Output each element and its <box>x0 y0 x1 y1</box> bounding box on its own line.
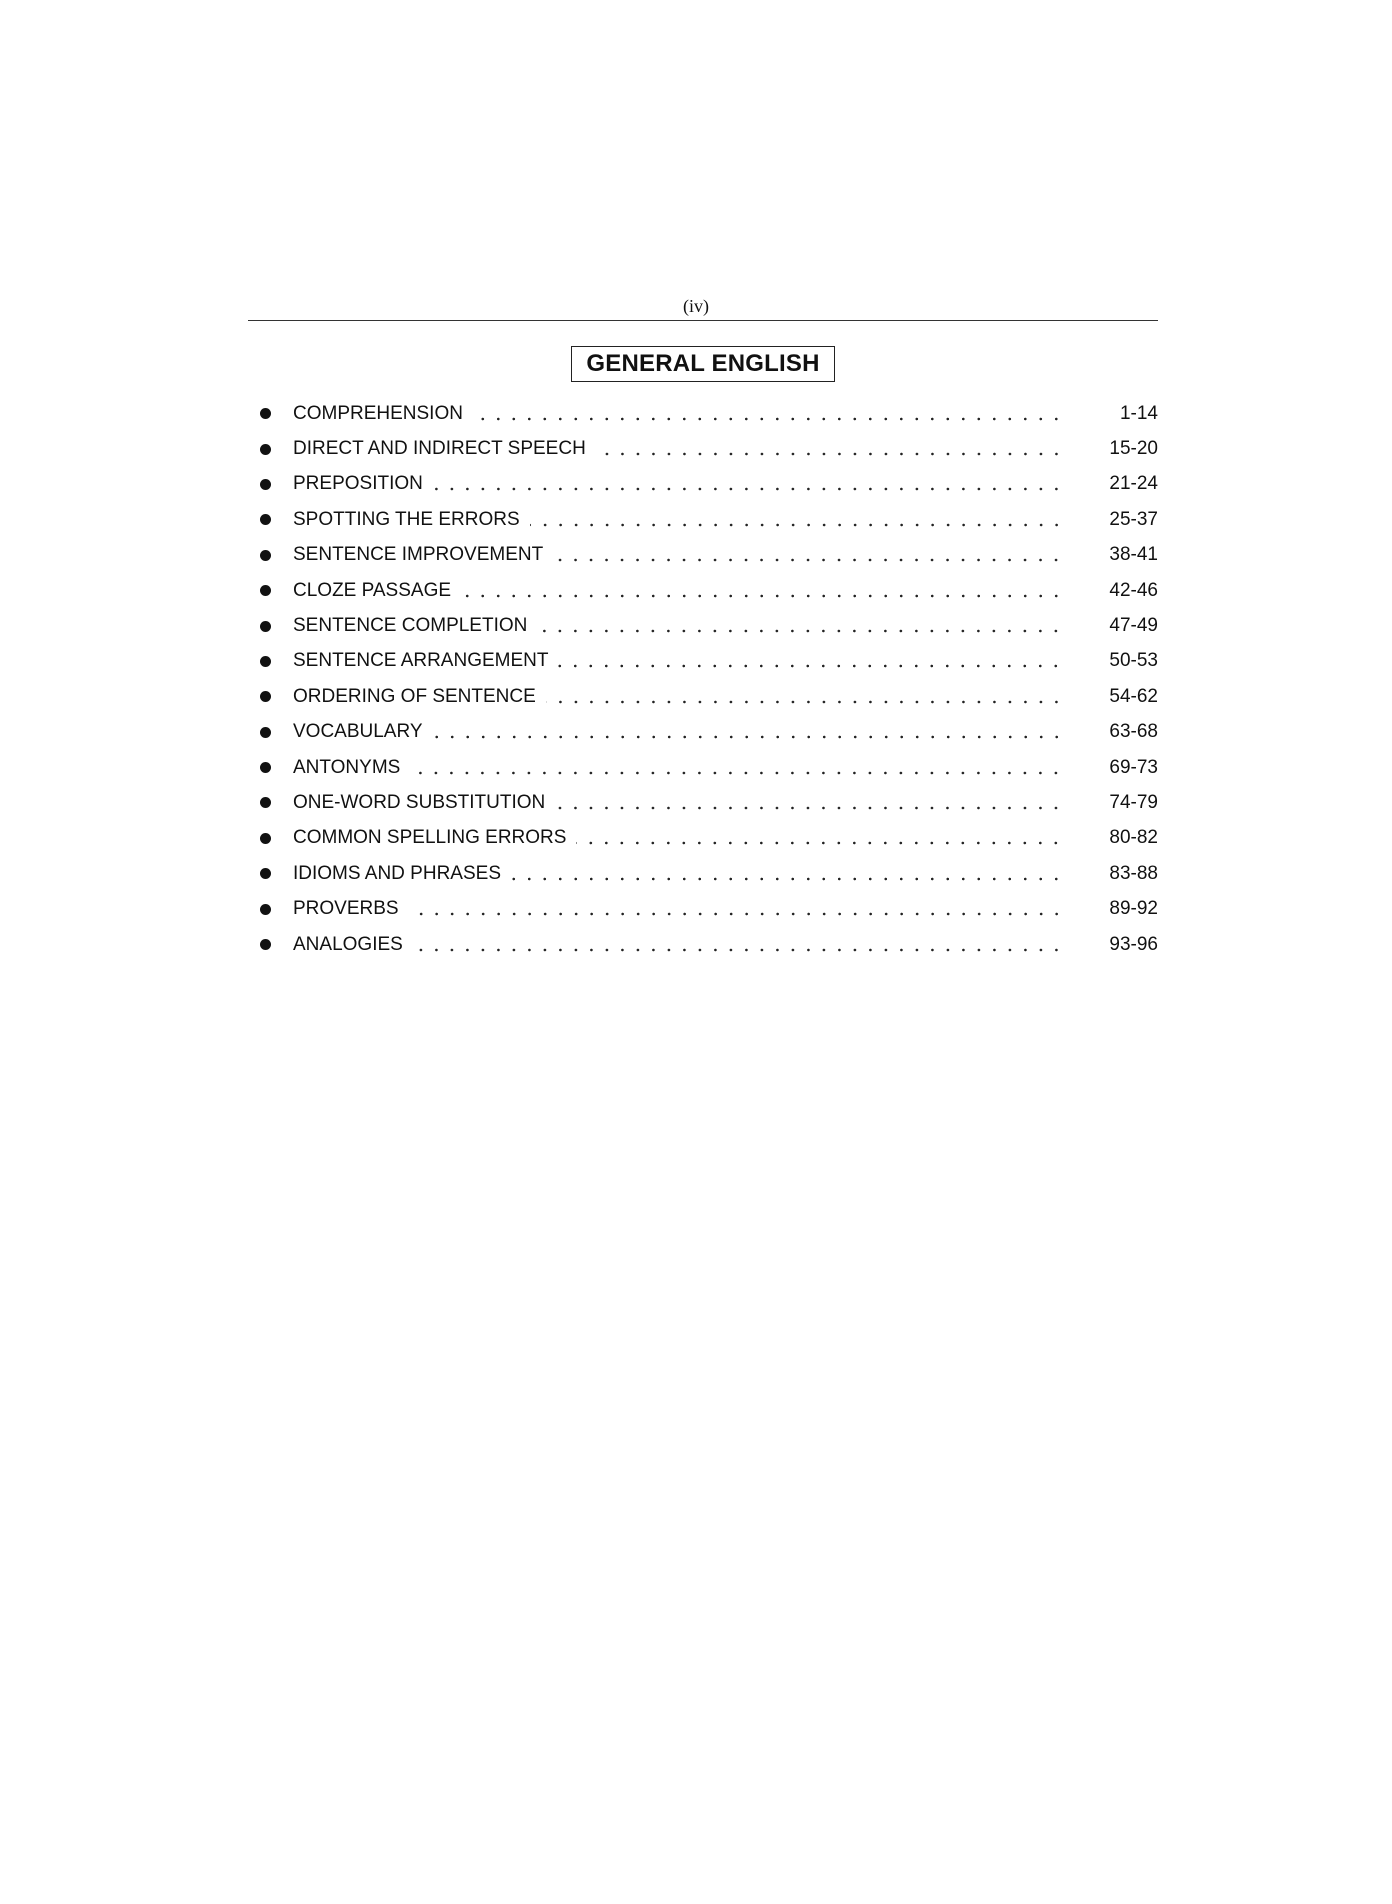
dot-leader <box>555 806 1064 810</box>
toc-entry-pages: 38-41 <box>1109 544 1158 566</box>
dot-leader <box>433 487 1064 491</box>
toc-entry-title: ONE-WORD SUBSTITUTION <box>293 791 546 813</box>
toc-entry[interactable] <box>260 431 1158 466</box>
bullet-icon <box>260 904 271 915</box>
toc-entry-title: ANALOGIES <box>293 933 403 955</box>
page-number: (iv) <box>683 296 709 316</box>
dot-leader <box>546 700 1064 704</box>
toc-entry-pages: 69-73 <box>1109 756 1158 778</box>
toc-entry[interactable] <box>260 891 1158 926</box>
section-title: GENERAL ENGLISH <box>586 350 820 377</box>
bullet-icon <box>260 656 271 667</box>
toc-entry-pages: 21-24 <box>1109 473 1158 495</box>
toc-entry[interactable] <box>260 644 1158 679</box>
dot-leader <box>537 629 1064 633</box>
toc-entry-pages: 80-82 <box>1109 827 1158 849</box>
toc-entry-title: PROVERBS <box>293 898 399 920</box>
toc-entry[interactable] <box>260 750 1158 785</box>
toc-entry[interactable] <box>260 856 1158 891</box>
bullet-icon <box>260 621 271 632</box>
dot-leader <box>511 877 1064 881</box>
toc-entry-title: SENTENCE ARRANGEMENT <box>293 650 549 672</box>
bullet-icon <box>260 797 271 808</box>
dot-leader <box>433 735 1064 739</box>
toc-entry-pages: 83-88 <box>1109 862 1158 884</box>
dot-leader <box>558 664 1064 668</box>
toc-entry[interactable] <box>260 396 1158 431</box>
dot-leader <box>473 417 1064 421</box>
toc-entry[interactable] <box>260 679 1158 714</box>
toc-entry[interactable] <box>260 467 1158 502</box>
toc-entry[interactable] <box>260 715 1158 750</box>
toc-entry-title: SENTENCE COMPLETION <box>293 615 528 637</box>
toc-entry[interactable] <box>260 927 1158 962</box>
bullet-icon <box>260 939 271 950</box>
dot-leader <box>596 452 1064 456</box>
table-of-contents <box>260 396 1158 962</box>
toc-entry-title: COMMON SPELLING ERRORS <box>293 827 567 849</box>
dot-leader <box>576 841 1064 845</box>
dot-leader <box>553 558 1064 562</box>
toc-entry-pages: 15-20 <box>1109 438 1158 460</box>
bullet-icon <box>260 408 271 419</box>
toc-entry-pages: 93-96 <box>1109 933 1158 955</box>
bullet-icon <box>260 479 271 490</box>
toc-entry-title: DIRECT AND INDIRECT SPEECH <box>293 438 586 460</box>
toc-entry[interactable] <box>260 785 1158 820</box>
toc-entry-pages: 54-62 <box>1109 685 1158 707</box>
bullet-icon <box>260 550 271 561</box>
dot-leader <box>410 771 1064 775</box>
toc-entry-title: SPOTTING THE ERRORS <box>293 508 520 530</box>
bullet-icon <box>260 762 271 773</box>
bullet-icon <box>260 444 271 455</box>
section-title-box <box>571 346 835 382</box>
bullet-icon <box>260 691 271 702</box>
toc-entry-pages: 42-46 <box>1109 579 1158 601</box>
toc-entry-title: SENTENCE IMPROVEMENT <box>293 544 544 566</box>
dot-leader <box>530 523 1064 527</box>
toc-entry[interactable] <box>260 608 1158 643</box>
header-rule <box>248 320 1158 321</box>
toc-entry[interactable] <box>260 821 1158 856</box>
toc-entry-title: CLOZE PASSAGE <box>293 579 452 601</box>
dot-leader <box>413 948 1064 952</box>
toc-entry-pages: 25-37 <box>1109 508 1158 530</box>
toc-entry-pages: 63-68 <box>1109 721 1158 743</box>
toc-entry-pages: 89-92 <box>1109 898 1158 920</box>
bullet-icon <box>260 727 271 738</box>
toc-entry-title: VOCABULARY <box>293 721 423 743</box>
toc-entry-pages: 47-49 <box>1109 615 1158 637</box>
toc-entry-pages: 74-79 <box>1109 791 1158 813</box>
toc-entry-title: PREPOSITION <box>293 473 423 495</box>
dot-leader <box>409 912 1064 916</box>
toc-entry-title: ORDERING OF SENTENCE <box>293 685 536 707</box>
toc-entry-pages: 1-14 <box>1119 402 1158 424</box>
toc-entry[interactable] <box>260 502 1158 537</box>
dot-leader <box>461 594 1064 598</box>
toc-entry-pages: 50-53 <box>1109 650 1158 672</box>
bullet-icon <box>260 514 271 525</box>
bullet-icon <box>260 585 271 596</box>
toc-entry[interactable] <box>260 573 1158 608</box>
toc-entry-title: IDIOMS AND PHRASES <box>293 862 501 884</box>
toc-entry-title: COMPREHENSION <box>293 402 463 424</box>
toc-entry-title: ANTONYMS <box>293 756 401 778</box>
bullet-icon <box>260 868 271 879</box>
bullet-icon <box>260 833 271 844</box>
toc-entry[interactable] <box>260 538 1158 573</box>
